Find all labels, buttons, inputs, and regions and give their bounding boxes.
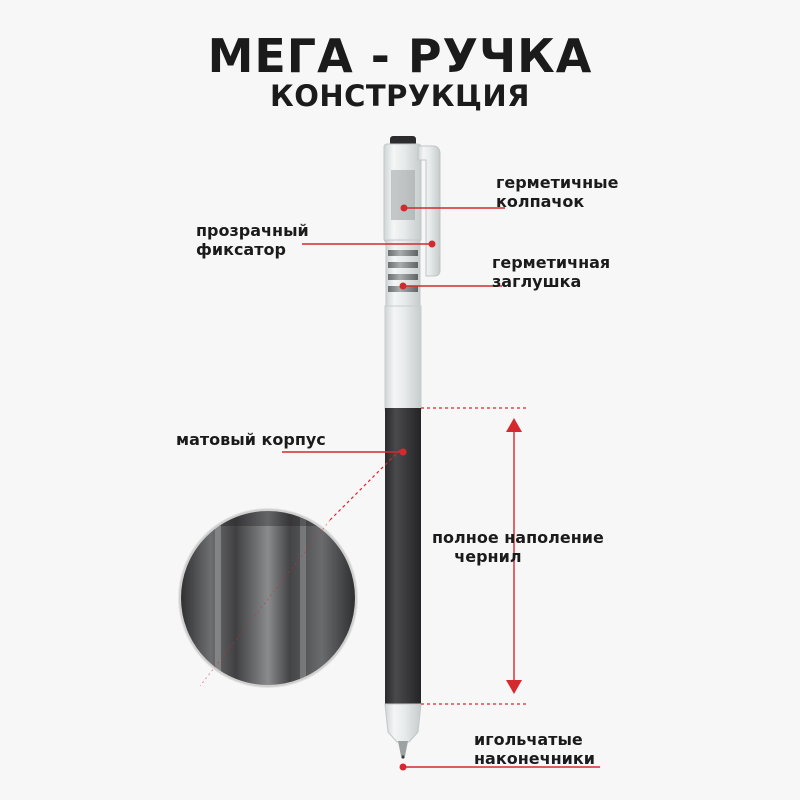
callout-plug-line2: заглушка bbox=[492, 272, 582, 291]
ink-arrow-up bbox=[506, 418, 522, 432]
callout-plug-line1: герметичная bbox=[492, 253, 611, 272]
tip-dot bbox=[400, 764, 407, 771]
plug-ring-1 bbox=[388, 250, 418, 256]
callout-ink-label bbox=[432, 528, 604, 566]
pen-needle-tip bbox=[398, 741, 408, 756]
pen-upper-barrel bbox=[385, 306, 421, 410]
callout-tip-line1: игольчатые bbox=[474, 730, 583, 749]
cap-dot bbox=[401, 205, 408, 212]
page-subtitle: КОНСТРУКЦИЯ bbox=[269, 79, 530, 113]
plug-ring-3 bbox=[388, 274, 418, 280]
clip-dot bbox=[429, 241, 436, 248]
pen-grip bbox=[385, 704, 421, 742]
pen-tip-point bbox=[401, 755, 404, 758]
callout-plug-label bbox=[492, 253, 610, 291]
zoom-magnifier bbox=[178, 508, 358, 688]
callout-clip-label bbox=[196, 221, 309, 259]
plug-ring-2 bbox=[388, 262, 418, 268]
callout-tip-label bbox=[474, 730, 595, 768]
callout-body-label bbox=[176, 430, 326, 449]
callout-body-line1: матовый корпус bbox=[176, 430, 326, 449]
page-title: МЕГА - РУЧКА bbox=[207, 29, 593, 83]
cap-inner-band bbox=[391, 170, 415, 220]
body-dot bbox=[400, 449, 407, 456]
callout-ink-line1: полное наполение bbox=[432, 528, 604, 547]
callout-cap-line2: колпачок bbox=[496, 192, 585, 211]
callout-clip-line2: фиксатор bbox=[196, 240, 286, 259]
ink-arrow-down bbox=[506, 680, 522, 694]
callout-tip-line2: наконечники bbox=[474, 749, 595, 768]
callout-ink-line2: чернил bbox=[454, 547, 522, 566]
callout-clip-line1: прозрачный bbox=[196, 221, 309, 240]
plug-dot bbox=[400, 283, 407, 290]
callout-cap-label bbox=[496, 173, 618, 211]
callout-cap-line1: герметичные bbox=[496, 173, 619, 192]
